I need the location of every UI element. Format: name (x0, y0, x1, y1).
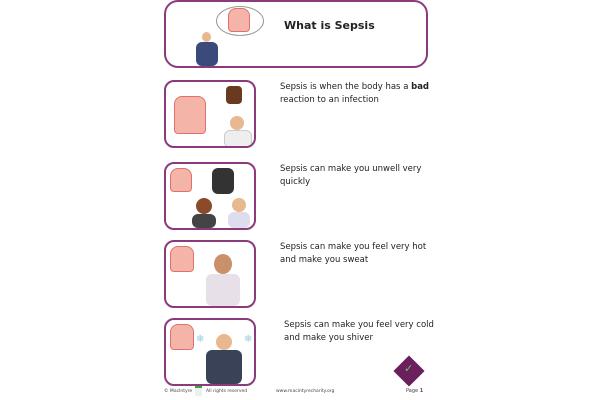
man-illustration (196, 42, 218, 66)
man-head (216, 334, 232, 350)
person-illustration (228, 212, 250, 228)
image-bad-reaction (164, 80, 256, 148)
thumbs-down-icon (226, 86, 242, 104)
woman-illustration (206, 274, 240, 306)
check-icon: ✓ (404, 362, 414, 375)
item-text-4: Sepsis can make you feel very cold and make you shiver (284, 320, 434, 343)
person-head (232, 198, 246, 212)
item-text-1: Sepsis is when the body has a bad reaction to an infection (280, 82, 430, 105)
image-cold (164, 318, 256, 386)
footer-rights: All rights reserved (206, 389, 248, 394)
person-illustration (192, 214, 216, 228)
man-head (202, 32, 211, 42)
title-panel (164, 0, 428, 68)
person-illustration (224, 130, 252, 148)
man-coat-illustration (206, 350, 242, 384)
calendar-icon (195, 386, 202, 396)
woman-head (214, 254, 232, 274)
body-illustration (174, 96, 206, 134)
page-title: What is Sepsis (284, 19, 375, 32)
footer-copyright: © MacIntyre (164, 389, 193, 394)
body-illustration (170, 168, 192, 192)
body-illustration (170, 324, 194, 350)
item-text-3: Sepsis can make you feel very hot and make you sweat (280, 242, 427, 265)
image-unwell (164, 162, 256, 230)
snowflake-icon: ❄ (244, 334, 253, 345)
page-indicator: Page 1 (406, 388, 424, 394)
snowflake-icon: ❄ (196, 334, 205, 345)
body-illustration (228, 8, 250, 32)
footer-website[interactable]: www.macintyrecharity.org (276, 389, 335, 394)
person-head (230, 116, 244, 130)
person-head (196, 198, 212, 214)
image-hot (164, 240, 256, 308)
person-illustration (212, 168, 234, 194)
body-illustration (170, 246, 194, 272)
item-text-2: Sepsis can make you unwell very quickly (280, 164, 422, 187)
